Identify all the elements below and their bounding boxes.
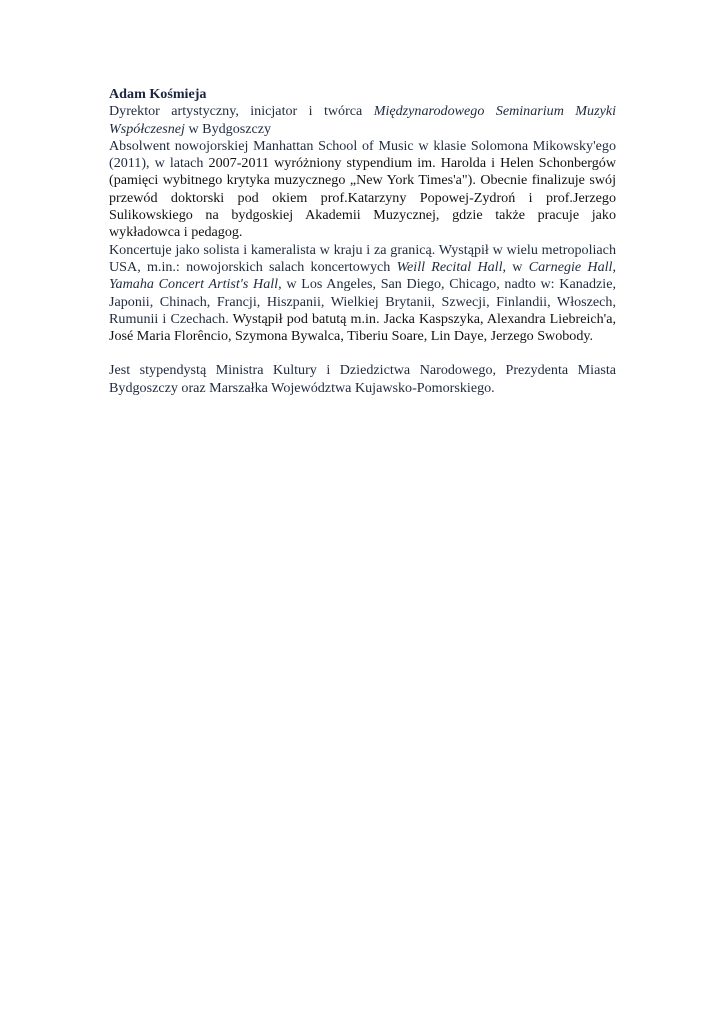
concerts-paragraph: [109, 242, 616, 346]
concerts-sep-1: , w: [502, 258, 529, 275]
document-page: [109, 86, 616, 397]
concerts-text-c: Wystąpił pod batutą m.in. Jacka Kaspszyka, Alexandra Liebreich'a, José Maria Florêncio, Szymona Bywalca, Tiberiu Soare, Lin Daye, Jerzego Swobody.: [109, 310, 616, 345]
venue-weill: Weill Recital Hall: [396, 258, 503, 275]
role-suffix: w Bydgoszczy: [184, 120, 272, 137]
person-name: Adam Kośmieja: [109, 86, 207, 102]
education-paragraph: [109, 138, 616, 242]
role-paragraph: [109, 103, 616, 138]
concerts-text-a: Koncertuje jako solista i kameralista w kraju i za granicą. Wystąpił w wielu metropoliach USA, m.in.: nowojorskich salach koncertowych: [109, 241, 616, 275]
paragraph-gap: [109, 345, 616, 362]
venue-carnegie: Carnegie Hall: [528, 258, 613, 275]
role-prefix: Dyrektor artystyczny, inicjator i twórca: [109, 103, 374, 120]
education-text-a: Absolwent nowojorskiej Manhattan School of Music w klasie Solomona Mikowsky'ego (2011), w latach: [109, 137, 616, 172]
scholarship-paragraph: Jest stypendystą Ministra Kultury i Dziedzictwa Narodowego, Prezydenta Miasta Bydgoszczy oraz Marszałka Województwa Kujawsko-Pomorskiego.: [109, 362, 616, 396]
seminar-title: Międzynarodowego Seminarium Muzyki Współczesnej: [109, 103, 616, 137]
venue-yamaha: Yamaha Concert Artist's Hall: [109, 276, 279, 293]
concerts-text-b: , w Los Angeles, San Diego, Chicago, nadto w: Kanadzie, Japonii, Chinach, Francji, Hiszpanii, Wielkiej Brytanii, Szwecji, Finlandii, Włoszech, Rumunii i Czechach.: [109, 276, 616, 327]
education-text-b: 2007-2011 wyróżniony stypendium im. Harolda i Helen Schonbergów (pamięci wybitnego krytyka muzycznego „New York Times'a"). Obecnie finalizuje swój przewód doktorski pod okiem prof.Katarzyny Popowej-Zydroń i prof.Jerzego Sulikowskiego na bydgoskiej Akademii Muzycznej, gdzie także pracuje jako wykładowca i pedagog.: [109, 155, 617, 241]
concerts-sep-2: ,: [612, 258, 617, 275]
